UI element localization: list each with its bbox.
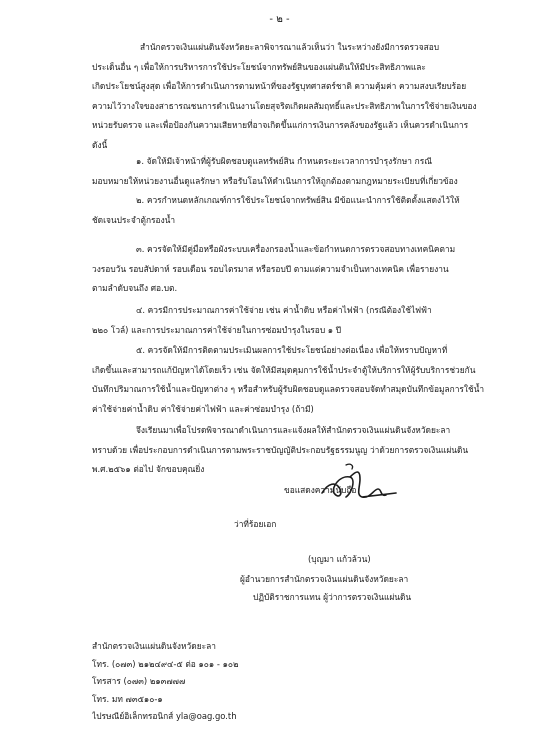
text-line: เกิดประโยชน์สูงสุด เพื่อให้การดำเนินการตามหน้าที่ของรัฐบุทศาสตร์ชาติ ความคุ้มค่า ความสงบเรียบร้อย	[92, 81, 467, 92]
office-name: สำนักตรวจเงินแผ่นดินจังหวัดยะลา	[92, 641, 216, 651]
recommendation-item-4	[92, 301, 507, 340]
text-line: ทราบด้วย เพื่อประกอบการดำเนินการตามพระราชบัญญัติประกอบรัฐธรรมนูญ ว่าด้วยการตรวจเงินแผ่นดิน	[92, 444, 469, 455]
contact-footer	[92, 638, 239, 726]
text-line: มอบหมายให้หน่วยงานอื่นดูแลรักษา หรือรับโอนให้ดำเนินการให้ถูกต้องตามกฎหมายระเบียบที่เกี่ยวข้อง	[92, 175, 458, 186]
office-email: ไปรษณีย์อิเล็กทรอนิกส์ yla@oag.go.th	[92, 711, 237, 721]
text-line: ๓. ควรจัดให้มีคู่มือหรือผังระบบเครื่องกรองน้ำและข้อกำหนดการตรวจสอบทางเทคนิคตาม	[136, 244, 456, 254]
text-line: ค่าใช้จ่ายค่าน้ำดิบ ค่าใช้จ่ายค่าไฟฟ้า และค่าซ่อมบำรุง (ถ้ามี)	[92, 403, 314, 414]
text-line: ตามลำดับจนถึง ศอ.บต.	[92, 283, 178, 294]
text-line: ๕. ควรจัดให้มีการติดตามประเมินผลการใช้ประโยชน์อย่างต่อเนื่อง เพื่อให้ทราบปัญหาที่	[136, 345, 448, 355]
signer-position-acting: ปฏิบัติราชการแทน ผู้ว่าการตรวจเงินแผ่นดิน	[253, 592, 412, 602]
office-fax: โทรสาร (๐๗๓) ๒๑๓๗๗๗	[92, 676, 186, 686]
intro-paragraph	[92, 38, 507, 156]
text-line: บันทึกปริมาณการใช้น้ำและปัญหาต่าง ๆ หรือสำหรับผู้รับผิดชอบดูแลตรวจสอบจัดทำสมุดบันทึกข้อมูลการใช้น้ำ	[92, 384, 485, 395]
text-line: ๒. ควรกำหนดหลักเกณฑ์การใช้ประโยชน์จากทรัพย์สิน มีข้อแนะนำการใช้ติดตั้งแสดงไว้ให้	[136, 195, 460, 205]
recommendation-item-3	[92, 240, 507, 299]
recommendation-item-1	[92, 152, 507, 191]
recommendation-item-5	[92, 341, 507, 419]
signer-name: (บุญมา แก้วล้วน)	[308, 554, 371, 564]
text-line: พ.ศ.๒๕๖๑ ต่อไป จักขอบคุณยิ่ง	[92, 464, 205, 475]
office-phone: โทร. (๐๗๓) ๒๑๒๔๙๔-๕ ต่อ ๑๐๑ - ๑๐๒	[92, 658, 239, 669]
text-line: ชัดเจนประจำตู้กรองน้ำ	[92, 214, 176, 225]
text-line: วงรอบวัน รอบสัปดาห์ รอบเดือน รอบไตรมาส หรือรอบปี ตามแต่ความจำเป็นทางเทคนิค เพื่อรายงาน	[92, 263, 449, 274]
signer-position: ผู้อำนวยการสำนักตรวจเงินแผ่นดินจังหวัดยะลา	[240, 574, 409, 584]
text-line: ดังนี้	[92, 139, 108, 150]
signer-rank: ว่าที่ร้อยเอก	[234, 519, 277, 529]
text-line: ๑. จัดให้มีเจ้าหน้าที่ผู้รับผิดชอบดูแลทรัพย์สิน กำหนดระยะเวลาการบำรุงรักษา กรณี	[136, 156, 433, 166]
complimentary-close: ขอแสดงความนับถือ	[284, 485, 357, 495]
text-line: ความไว้วางใจของสาธารณชนการดำเนินงานโดยสุจริตเกิดผลสัมฤทธิ์และประสิทธิภาพในการใช้จ่ายเงินของ	[92, 100, 477, 111]
text-line: เกิดขึ้นและสามารถแก้ปัญหาได้โดยเร็ว เช่น จัดให้มีสมุดคุมการใช้น้ำประจำตู้ให้บริการให้ผู้รับบริการช่วยกัน	[92, 364, 476, 375]
text-line: หน่วยรับตรวจ และเพื่อป้องกันความเสียหายที่อาจเกิดขึ้นแก่การเงินการคลังของรัฐแล้ว เห็นควรดำเนินการ	[92, 120, 469, 131]
text-line: สำนักตรวจเงินแผ่นดินจังหวัดยะลาพิจารณาแล้วเห็นว่า ในระหว่างยังมีการตรวจสอบ	[140, 42, 440, 52]
text-line: ๔. ควรมีการประมาณการค่าใช้จ่าย เช่น ค่าน้ำดิบ หรือค่าไฟฟ้า (กรณีต้องใช้ไฟฟ้า	[136, 305, 432, 315]
closing-paragraph	[92, 421, 507, 480]
office-internal-phone: โทร. มท ๗๓๕๑๐-๑	[92, 693, 163, 704]
handwritten-signature	[316, 453, 406, 509]
text-line: ประเด็นอื่น ๆ เพื่อให้การบริหารการใช้ประโยชน์จากทรัพย์สินของแผ่นดินให้มีประสิทธิภาพและ	[92, 61, 426, 72]
page-number: - ๒ -	[269, 14, 290, 25]
recommendation-item-2	[92, 191, 507, 230]
text-line: จึงเรียนมาเพื่อโปรดพิจารณาดำเนินการและแจ้งผลให้สำนักตรวจเงินแผ่นดินจังหวัดยะลา	[136, 425, 451, 435]
text-line: ๒๒๐ โวล์) และการประมาณการค่าใช้จ่ายในการซ่อมบำรุงในรอบ ๑ ปี	[92, 324, 342, 335]
